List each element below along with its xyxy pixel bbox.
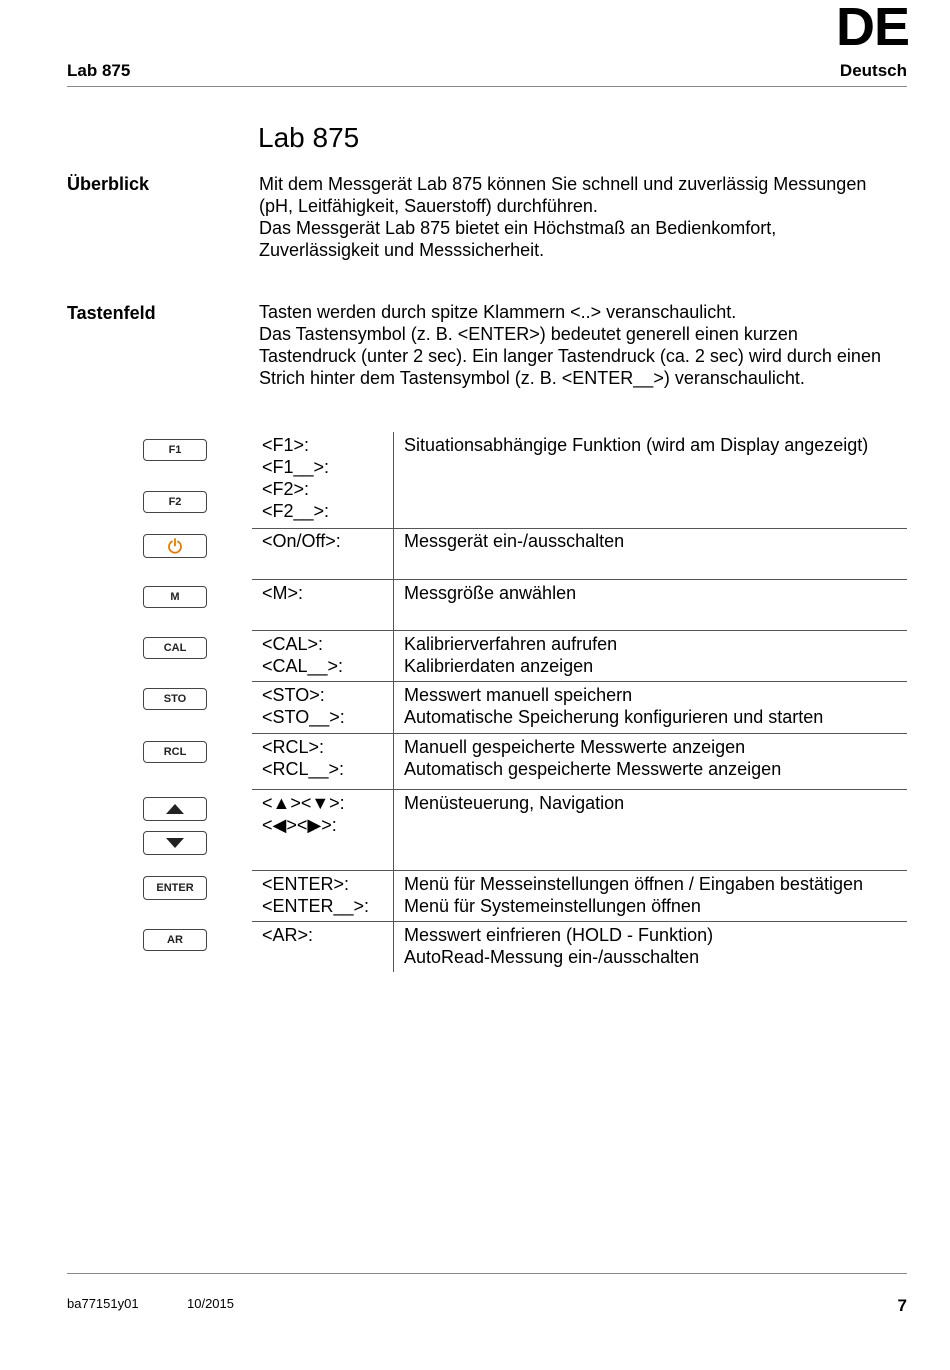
table-row-description: Situationsabhängige Funktion (wird am Display angezeigt) bbox=[404, 435, 869, 455]
table-row-description: Menü für Messeinstellungen öffnen / Eingaben bestätigen Menü für Systemeinstellungen öffnen bbox=[404, 874, 863, 916]
page-number: 7 bbox=[897, 1296, 907, 1315]
table-row-divider bbox=[252, 630, 907, 631]
key-onoff-illustration bbox=[143, 534, 207, 558]
key-sto-illustration: STO bbox=[143, 688, 207, 710]
key-cal-illustration: CAL bbox=[143, 637, 207, 659]
section-heading-overview: Überblick bbox=[67, 174, 150, 194]
table-row-description: Messwert einfrieren (HOLD - Funktion) AutoRead-Messung ein-/ausschalten bbox=[404, 925, 714, 967]
power-icon bbox=[167, 538, 183, 554]
table-row-divider bbox=[252, 733, 907, 734]
header-product: Lab 875 bbox=[67, 61, 131, 80]
table-row-divider bbox=[252, 789, 907, 790]
language-code: DE bbox=[836, 0, 910, 57]
header-language: Deutsch bbox=[839, 61, 907, 80]
up-arrow-icon bbox=[165, 803, 185, 815]
table-column-divider bbox=[393, 432, 394, 972]
text-line: (pH, Leitfähigkeit, Sauerstoff) durchführen. bbox=[259, 196, 598, 216]
key-f1-illustration: F1 bbox=[143, 439, 207, 461]
table-row-divider bbox=[252, 579, 907, 580]
text-line: Tastendruck (unter 2 sec). Ein langer Tastendruck (ca. 2 sec) wird durch einen bbox=[259, 346, 881, 366]
footer-date: 10/2015 bbox=[187, 1296, 234, 1311]
table-row-keys: <CAL>: <CAL__>: bbox=[262, 634, 344, 676]
table-row-description: Kalibrierverfahren aufrufen Kalibrierdaten anzeigen bbox=[404, 634, 618, 676]
section-heading-keypad: Tastenfeld bbox=[67, 303, 156, 323]
table-row-keys: <On/Off>: bbox=[262, 531, 341, 551]
key-f2-illustration: F2 bbox=[143, 491, 207, 513]
text-line: Strich hinter dem Tastensymbol (z. B. <ENTER__>) veranschaulicht. bbox=[259, 368, 805, 388]
table-row-divider bbox=[252, 870, 907, 871]
key-up-illustration bbox=[143, 797, 207, 821]
table-row-description: Messgröße anwählen bbox=[404, 583, 577, 603]
text-line: Zuverlässigkeit und Messsicherheit. bbox=[259, 240, 545, 260]
key-ar-illustration: AR bbox=[143, 929, 207, 951]
footer-rule bbox=[67, 1273, 907, 1274]
table-row-keys: <M>: bbox=[262, 583, 304, 603]
table-row-keys: <AR>: bbox=[262, 925, 314, 945]
table-row-keys: <RCL>: <RCL__>: bbox=[262, 737, 345, 779]
header-rule bbox=[67, 86, 907, 87]
page-title: Lab 875 bbox=[258, 122, 360, 153]
table-row-divider bbox=[252, 681, 907, 682]
text-line: Das Messgerät Lab 875 bietet ein Höchstmaß an Bedienkomfort, bbox=[259, 218, 777, 238]
table-row-description: Messgerät ein-/ausschalten bbox=[404, 531, 625, 551]
key-enter-illustration: ENTER bbox=[143, 876, 207, 900]
table-row-divider bbox=[252, 921, 907, 922]
table-row-divider bbox=[252, 528, 907, 529]
table-row-description: Menüsteuerung, Navigation bbox=[404, 793, 625, 813]
down-arrow-icon bbox=[165, 837, 185, 849]
text-line: Tasten werden durch spitze Klammern <..> veranschaulicht. bbox=[259, 302, 737, 322]
section-body-keypad bbox=[259, 301, 919, 389]
section-body-overview bbox=[259, 173, 919, 261]
table-row-keys: <▲><▼>: <◀><▶>: bbox=[262, 793, 345, 835]
key-down-illustration bbox=[143, 831, 207, 855]
key-m-illustration: M bbox=[143, 586, 207, 608]
table-row-keys: <STO>: <STO__>: bbox=[262, 685, 345, 727]
text-line: Mit dem Messgerät Lab 875 können Sie schnell und zuverlässig Messungen bbox=[259, 174, 867, 194]
table-row-description: Manuell gespeicherte Messwerte anzeigen Automatisch gespeicherte Messwerte anzeigen bbox=[404, 737, 782, 779]
table-row-keys: <ENTER>: <ENTER__>: bbox=[262, 874, 370, 916]
table-row-description: Messwert manuell speichern Automatische Speicherung konfigurieren und starten bbox=[404, 685, 824, 727]
footer-document-id: ba77151y01 bbox=[67, 1296, 139, 1311]
key-rcl-illustration: RCL bbox=[143, 741, 207, 763]
text-line: Das Tastensymbol (z. B. <ENTER>) bedeutet generell einen kurzen bbox=[259, 324, 798, 344]
table-row-keys: <F1>: <F1__>: <F2>: <F2__>: bbox=[262, 435, 330, 521]
